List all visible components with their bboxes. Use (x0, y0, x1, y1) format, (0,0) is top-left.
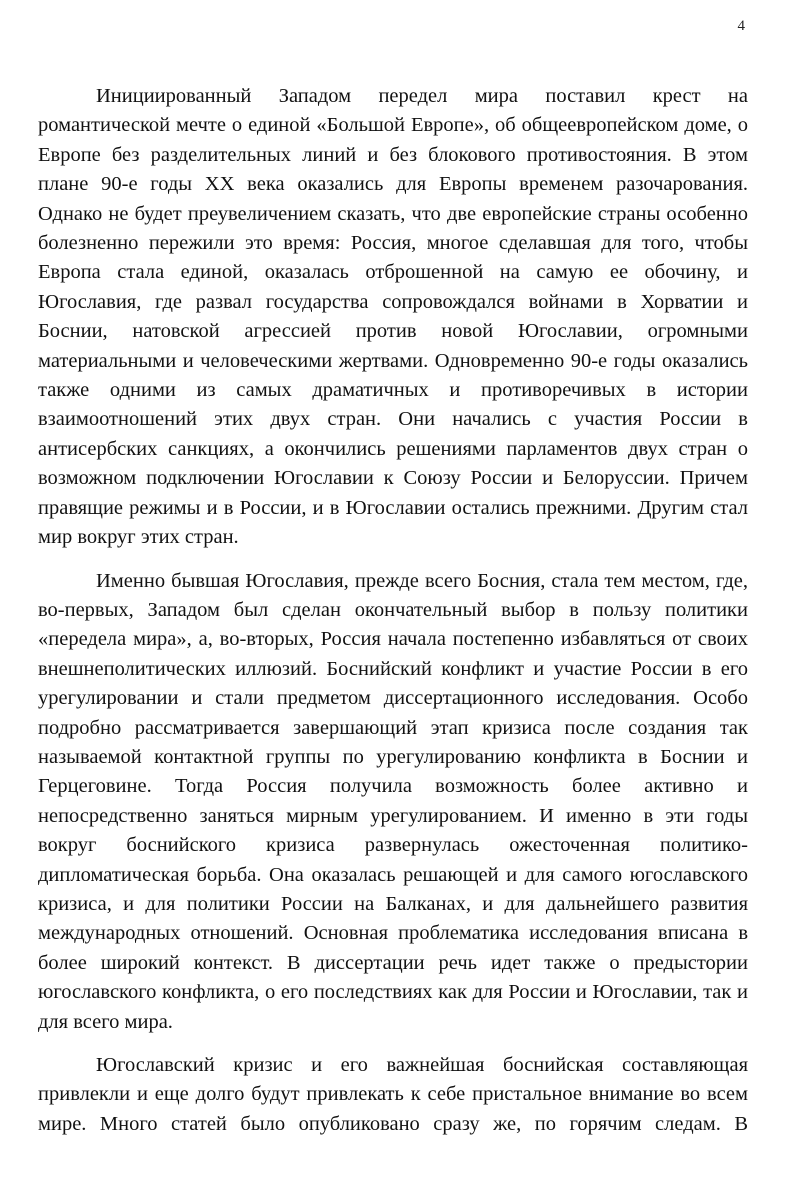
page-number: 4 (737, 18, 745, 34)
paragraph-1: Инициированный Западом передел мира поставил крест на романтической мечте о единой «Большой Европе», об общеевропейском доме, о Европе без разделительных линий и без блокового противостояния. В этом плане 90-е годы XX века оказались для Европы временем разочарования. Однако не будет преувеличением сказать, что две европейские страны особенно болезненно пережили это время: Россия, многое сделавшая для того, чтобы Европа стала единой, оказалась отброшенной на самую ее обочину, и Югославия, где развал государства сопровождался войнами в Хорватии и Боснии, натовской агрессией против новой Югославии, огромными материальными и человеческими жертвами. Одновременно 90-е годы оказались также одними из самых драматичных и противоречивых в истории взаимоотношений этих двух стран. Они начались с участия России в антисербских санкциях, а окончились решениями парламентов двух стран о возможном подключении Югославии к Союзу России и Белоруссии. Причем правящие режимы и в России, и в Югославии остались прежними. Другим стал мир вокруг этих стран. (38, 85, 748, 549)
document-body (38, 82, 748, 1153)
paragraph-2: Именно бывшая Югославия, прежде всего Босния, стала тем местом, где, во-первых, Западом был сделан окончательный выбор в пользу политики «передела мира», а, во-вторых, Россия начала постепенно избавляться от своих внешнеполитических иллюзий. Боснийский конфликт и участие России в его урегулировании и стали предметом диссертационного исследования. Особо подробно рассматривается завершающий этап кризиса после создания так называемой контактной группы по урегулированию конфликта в Боснии и Герцеговине. Тогда Россия получила возможность более активно и непосредственно заняться мирным урегулированием. И именно в эти годы вокруг боснийского кризиса развернулась ожесточенная политико-дипломатическая борьба. Она оказалась решающей и для самого югославского кризиса, и для политики России на Балканах, и для дальнейшего развития международных отношений. Основная проблематика исследования вписана в более широкий контекст. В диссертации речь идет также о предыстории югославского конфликта, о его последствиях как для России и Югославии, так и для всего мира. (38, 569, 748, 1033)
paragraph-3: Югославский кризис и его важнейшая боснийская составляющая привлекли и еще долго будут привлекать к себе пристальное внимание во всем мире. Много статей было опубликовано сразу же, по горячим следам. В (38, 1054, 748, 1135)
